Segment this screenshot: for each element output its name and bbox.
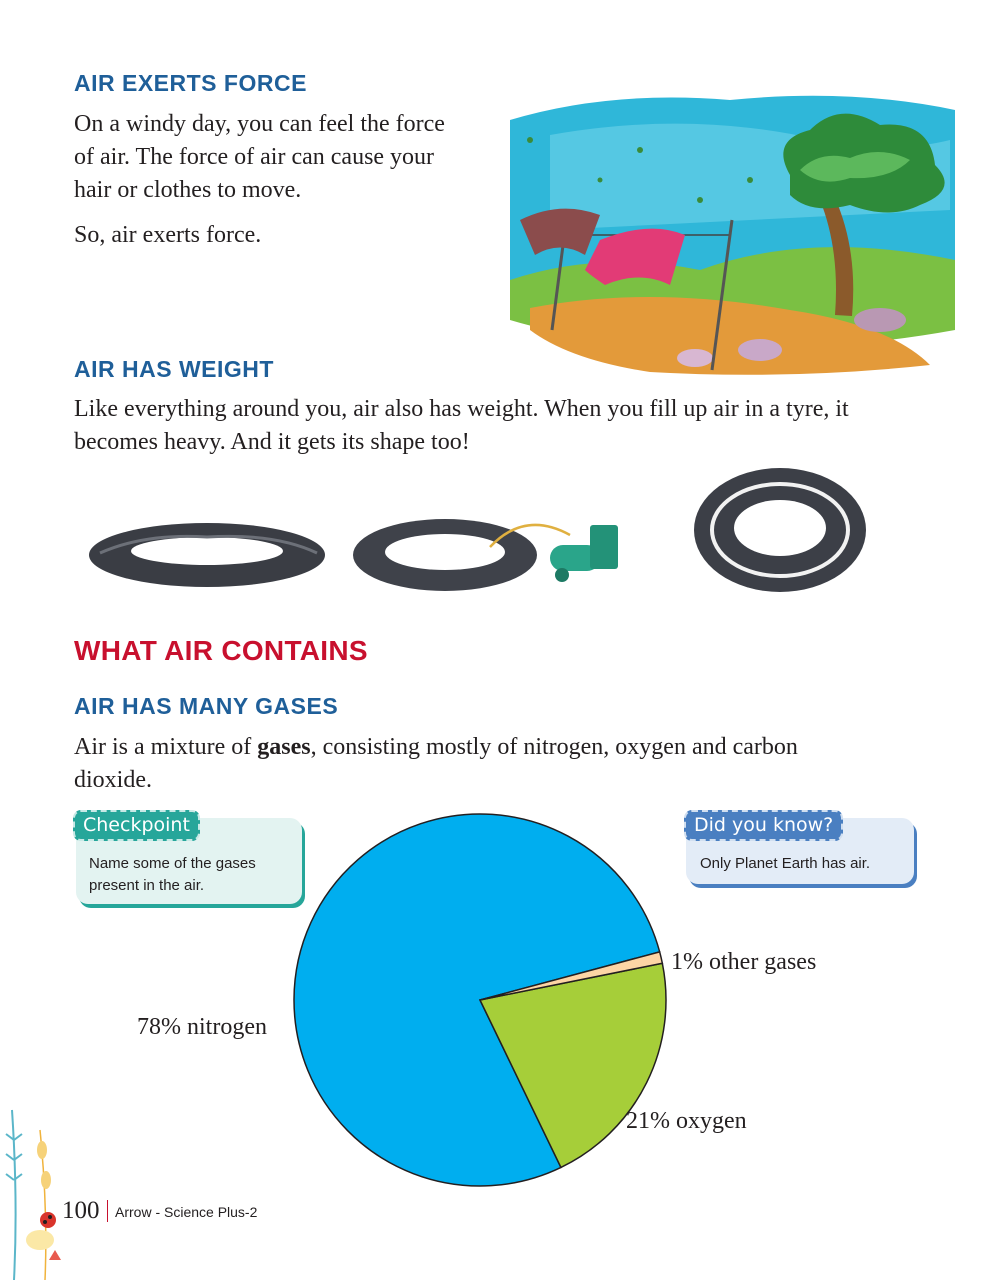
windy-day-illustration <box>490 80 960 380</box>
heading-air-has-weight: AIR HAS WEIGHT <box>74 356 274 382</box>
gases-bold-term: gases <box>257 734 311 760</box>
inflated-tyre-illustration <box>690 462 870 597</box>
page-number: 100 <box>62 1197 100 1224</box>
heading-air-exerts-force: AIR EXERTS FORCE <box>74 70 307 96</box>
heading-air-has-many-gases: AIR HAS MANY GASES <box>74 693 339 719</box>
gases-line-2: dioxide. <box>74 767 152 793</box>
checkpoint-line-1: Name some of the gases <box>89 855 256 872</box>
weight-line-1: Like everything around you, air also has weight. When you fill up air in a tyre, it <box>74 396 849 422</box>
did-you-know-tab: Did you know? <box>684 810 843 841</box>
footer-divider <box>107 1200 108 1222</box>
flat-tyre-illustration <box>85 515 335 595</box>
gases-text-before: Air is a mixture of <box>74 734 258 760</box>
book-title: Arrow - Science Plus-2 <box>115 1204 258 1220</box>
gases-text-after: , consisting mostly of nitrogen, oxygen and carbon <box>310 734 798 760</box>
air-composition-pie-chart <box>280 800 680 1200</box>
floral-decoration <box>0 1100 75 1280</box>
pie-label-nitrogen: 78% nitrogen <box>137 1014 267 1040</box>
did-you-know-text: Only Planet Earth has air. <box>700 855 871 872</box>
checkpoint-line-2: present in the air. <box>89 877 205 894</box>
pie-label-oxygen: 21% oxygen <box>626 1108 747 1134</box>
heading-what-air-contains: WHAT AIR CONTAINS <box>74 635 368 666</box>
force-line-3: hair or clothes to move. <box>74 177 302 203</box>
gases-line-1 <box>74 731 798 764</box>
force-conclusion: So, air exerts force. <box>74 222 262 248</box>
checkpoint-tab: Checkpoint <box>73 810 200 841</box>
pie-label-other-gases: 1% other gases <box>671 949 817 975</box>
force-line-2: of air. The force of air can cause your <box>74 144 435 170</box>
tyre-with-pump-illustration <box>350 505 655 595</box>
weight-line-2: becomes heavy. And it gets its shape too! <box>74 429 470 455</box>
force-line-1: On a windy day, you can feel the force <box>74 111 445 137</box>
